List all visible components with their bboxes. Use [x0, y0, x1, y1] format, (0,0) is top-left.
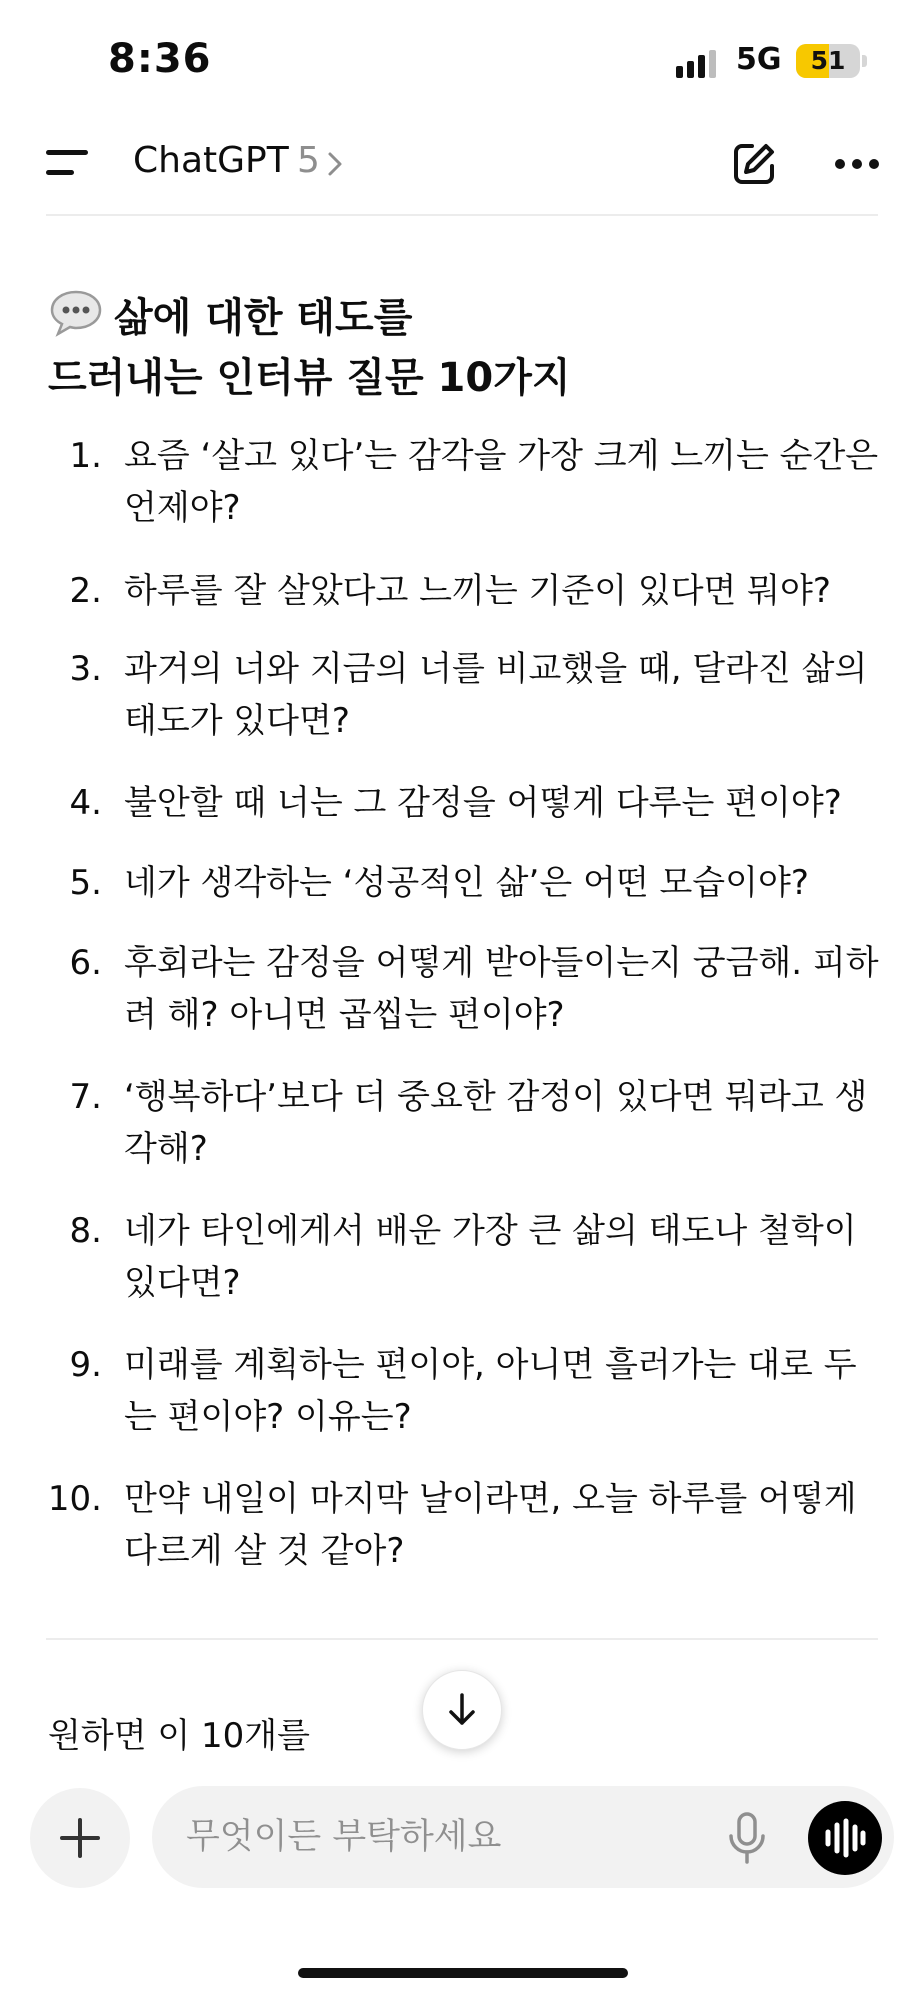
- question-text: 과거의 너와 지금의 너를 비교했을 때, 달라진 삶의: [124, 649, 868, 689]
- new-chat-edit-icon[interactable]: [730, 140, 778, 188]
- network-type: 5G: [736, 42, 782, 77]
- battery-icon: [796, 44, 860, 78]
- question-number: 8.: [69, 1211, 102, 1251]
- battery-percent: 51: [810, 46, 846, 75]
- response-heading-line1: 삶에 대한 태도를: [114, 295, 413, 341]
- question-text: 네가 타인에게서 배운 가장 큰 삶의 태도나 철학이: [124, 1211, 857, 1251]
- response-partial-text: 원하면 이 10개를: [48, 1716, 310, 1756]
- plus-icon: [30, 1788, 130, 1888]
- cellular-signal-icon: [676, 48, 720, 78]
- voice-mode-icon: [808, 1801, 882, 1875]
- menu-icon[interactable]: [46, 150, 88, 176]
- question-text: 만약 내일이 마지막 날이라면, 오늘 하루를 어떻게: [124, 1479, 857, 1519]
- question-number: 7.: [69, 1077, 102, 1117]
- question-text: 불안할 때 너는 그 감정을 어떻게 다루는 편이야?: [124, 783, 842, 823]
- attach-plus-button[interactable]: [30, 1788, 130, 1888]
- question-text: 네가 생각하는 ‘성공적인 삶’은 어떤 모습이야?: [124, 863, 809, 903]
- response-heading-line2: 드러내는 인터뷰 질문 10가지: [48, 355, 571, 401]
- question-number: 4.: [69, 783, 102, 823]
- question-number: 2.: [69, 571, 102, 611]
- content-divider: [46, 1638, 878, 1640]
- question-text: 다르게 살 것 같아?: [124, 1531, 405, 1571]
- model-version[interactable]: 5: [297, 140, 320, 181]
- chevron-right-icon[interactable]: [326, 150, 344, 178]
- question-number: 10.: [47, 1479, 102, 1519]
- question-number: 9.: [69, 1345, 102, 1385]
- home-indicator: [298, 1968, 628, 1978]
- voice-mode-button[interactable]: [808, 1801, 882, 1875]
- question-text: ‘행복하다’보다 더 중요한 감정이 있다면 뭐라고 생: [124, 1077, 868, 1117]
- question-text: 태도가 있다면?: [124, 701, 350, 741]
- microphone-icon[interactable]: [722, 1810, 772, 1866]
- question-text: 있다면?: [124, 1263, 241, 1303]
- scroll-to-bottom-button[interactable]: [422, 1670, 502, 1750]
- response-heading: [48, 286, 412, 343]
- more-options-icon[interactable]: [834, 158, 880, 170]
- message-input[interactable]: [186, 1812, 686, 1862]
- question-number: 6.: [69, 943, 102, 983]
- question-text: 요즘 ‘살고 있다’는 감각을 가장 크게 느끼는 순간은: [124, 436, 879, 476]
- question-text: 는 편이야? 이유는?: [124, 1397, 412, 1437]
- question-text: 각해?: [124, 1129, 208, 1169]
- header-divider: [46, 214, 878, 216]
- question-number: 1.: [69, 436, 102, 476]
- question-text: 려 해? 아니면 곱씹는 편이야?: [124, 995, 565, 1035]
- question-text: 후회라는 감정을 어떻게 받아들이는지 궁금해. 피하: [124, 943, 879, 983]
- question-text: 미래를 계획하는 편이야, 아니면 흘러가는 대로 두: [124, 1345, 857, 1385]
- status-time: 8:36: [108, 36, 212, 82]
- question-text: 하루를 잘 살았다고 느끼는 기준이 있다면 뭐야?: [124, 571, 831, 611]
- arrow-down-icon: [423, 1671, 501, 1749]
- question-text: 언제야?: [124, 488, 241, 528]
- question-number: 5.: [69, 863, 102, 903]
- battery-tip: [862, 55, 867, 67]
- question-number: 3.: [69, 649, 102, 689]
- model-selector-title[interactable]: ChatGPT: [133, 140, 289, 181]
